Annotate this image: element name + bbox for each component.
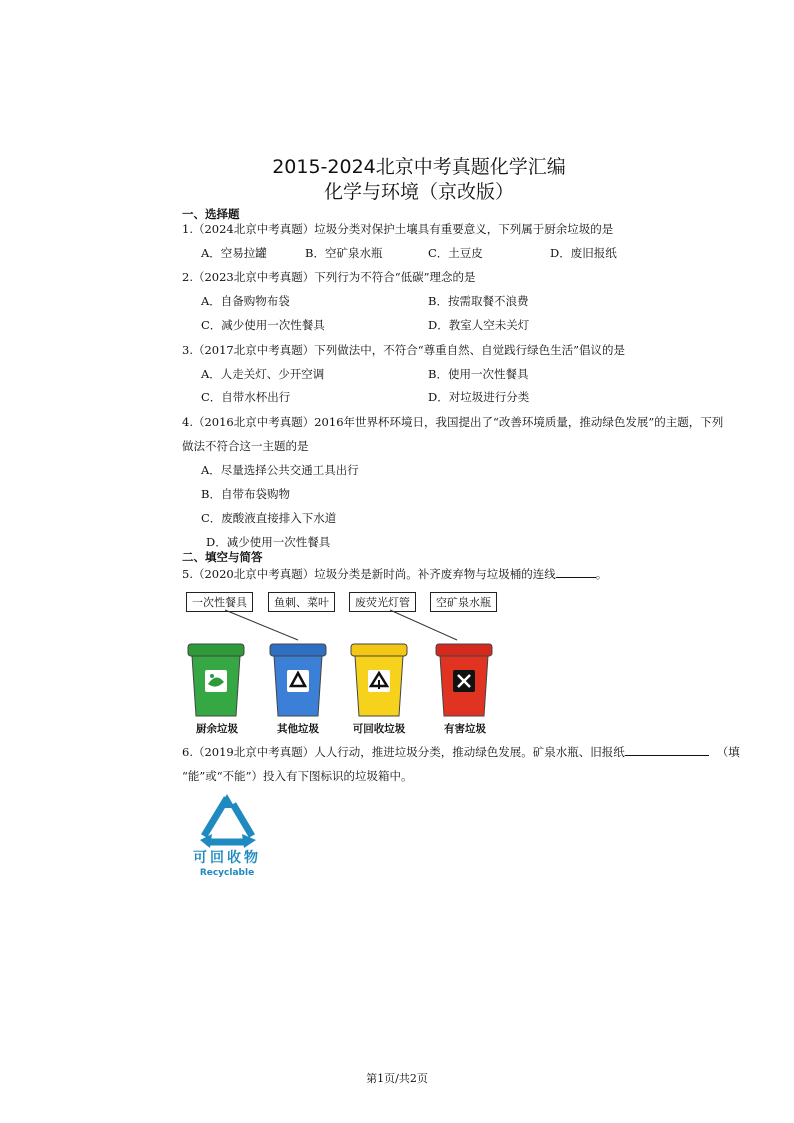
q1-option-b: B．空矿泉水瓶 xyxy=(305,246,383,260)
doc-title: 2015-2024北京中考真题化学汇编 xyxy=(272,156,566,178)
section-heading-fill: 二、填空与简答 xyxy=(182,550,263,564)
q4-stem-line1: 4.（2016北京中考真题）2016年世界杯环境日，我国提出了“改善环境质量，推动绿色发展”的主题，下列 xyxy=(182,415,724,429)
kitchen-waste-icon xyxy=(205,670,227,692)
q6-stem-paren: （填 xyxy=(716,745,740,759)
q4-option-d: D．减少使用一次性餐具 xyxy=(206,535,331,549)
q6-stem-text: 6.（2019北京中考真题）人人行动，推进垃圾分类，推动绿色发展。矿泉水瓶、旧报纸 xyxy=(182,745,625,759)
doc-subtitle: 化学与环境（京改版） xyxy=(323,181,514,203)
waste-label-fishbone-leaves: 鱼刺、菜叶 xyxy=(268,592,335,612)
q3-stem: 3.（2017北京中考真题）下列做法中，不符合“尊重自然、自觉践行绿色生活”倡议的是 xyxy=(182,343,625,357)
q6-stem-line2: “能”或“不能”）投入有下图标识的垃圾箱中。 xyxy=(182,769,413,783)
q3-option-c: C．自带水杯出行 xyxy=(201,390,291,404)
q5-stem-end: 。 xyxy=(595,567,608,581)
q2-option-c: C．减少使用一次性餐具 xyxy=(201,318,325,332)
q4-stem-line2: 做法不符合这一主题的是 xyxy=(182,439,309,453)
q2-option-b: B．按需取餐不浪费 xyxy=(428,294,529,308)
bin-caption-hazardous: 有害垃圾 xyxy=(444,723,486,735)
q4-option-c: C．废酸液直接排入下水道 xyxy=(201,511,337,525)
hazardous-icon xyxy=(453,670,475,692)
recycle-arrows-icon xyxy=(287,670,309,692)
other-waste-bin xyxy=(268,642,330,720)
q6-stem-line1 xyxy=(182,744,740,760)
bin-caption-kitchen: 厨余垃圾 xyxy=(196,723,238,735)
q3-option-b: B．使用一次性餐具 xyxy=(428,367,529,381)
section-heading-choice: 一、选择题 xyxy=(182,207,240,221)
recyclable-logo xyxy=(182,790,272,878)
q1-option-c: C．土豆皮 xyxy=(428,246,483,260)
q4-option-a: A．尽量选择公共交通工具出行 xyxy=(201,463,359,477)
q2-option-d: D．教室人空未关灯 xyxy=(428,318,530,332)
recyclable-icon xyxy=(368,670,390,692)
waste-label-water-bottle: 空矿泉水瓶 xyxy=(430,592,497,612)
connection-line xyxy=(390,610,457,640)
recyclable-waste-bin xyxy=(349,642,411,720)
q5-stem-text: 5.（2020北京中考真题）垃圾分类是新时尚。补齐废弃物与垃圾桶的连线 xyxy=(182,567,556,581)
connection-line xyxy=(225,610,298,640)
q4-option-b: B．自带布袋购物 xyxy=(201,487,290,501)
q1-option-a: A．空易拉罐 xyxy=(201,246,267,260)
kitchen-waste-bin xyxy=(186,642,248,720)
q1-option-d: D．废旧报纸 xyxy=(550,246,617,260)
q2-option-a: A．自备购物布袋 xyxy=(201,294,290,308)
bin-caption-recyclable: 可回收垃圾 xyxy=(352,723,406,735)
waste-label-disposable-tableware: 一次性餐具 xyxy=(186,592,253,612)
hazardous-waste-bin xyxy=(434,642,496,720)
waste-label-fluorescent-tube: 废荧光灯管 xyxy=(349,592,416,612)
q6-answer-blank[interactable] xyxy=(625,744,709,756)
q3-option-a: A．人走关灯、少开空调 xyxy=(201,367,325,381)
q2-stem: 2.（2023北京中考真题）下列行为不符合“低碳”理念的是 xyxy=(182,270,476,284)
logo-text-cn: 可回收物 xyxy=(193,850,261,866)
recycle-triangle-icon xyxy=(200,794,256,848)
bin-caption-other: 其他垃圾 xyxy=(277,723,319,735)
logo-text-en: Recyclable xyxy=(199,868,255,878)
page-footer: 第1页/共2页 xyxy=(366,1072,428,1085)
q1-stem: 1.（2024北京中考真题）垃圾分类对保护土壤具有重要意义，下列属于厨余垃圾的是 xyxy=(182,222,614,236)
q3-option-d: D．对垃圾进行分类 xyxy=(428,390,530,404)
